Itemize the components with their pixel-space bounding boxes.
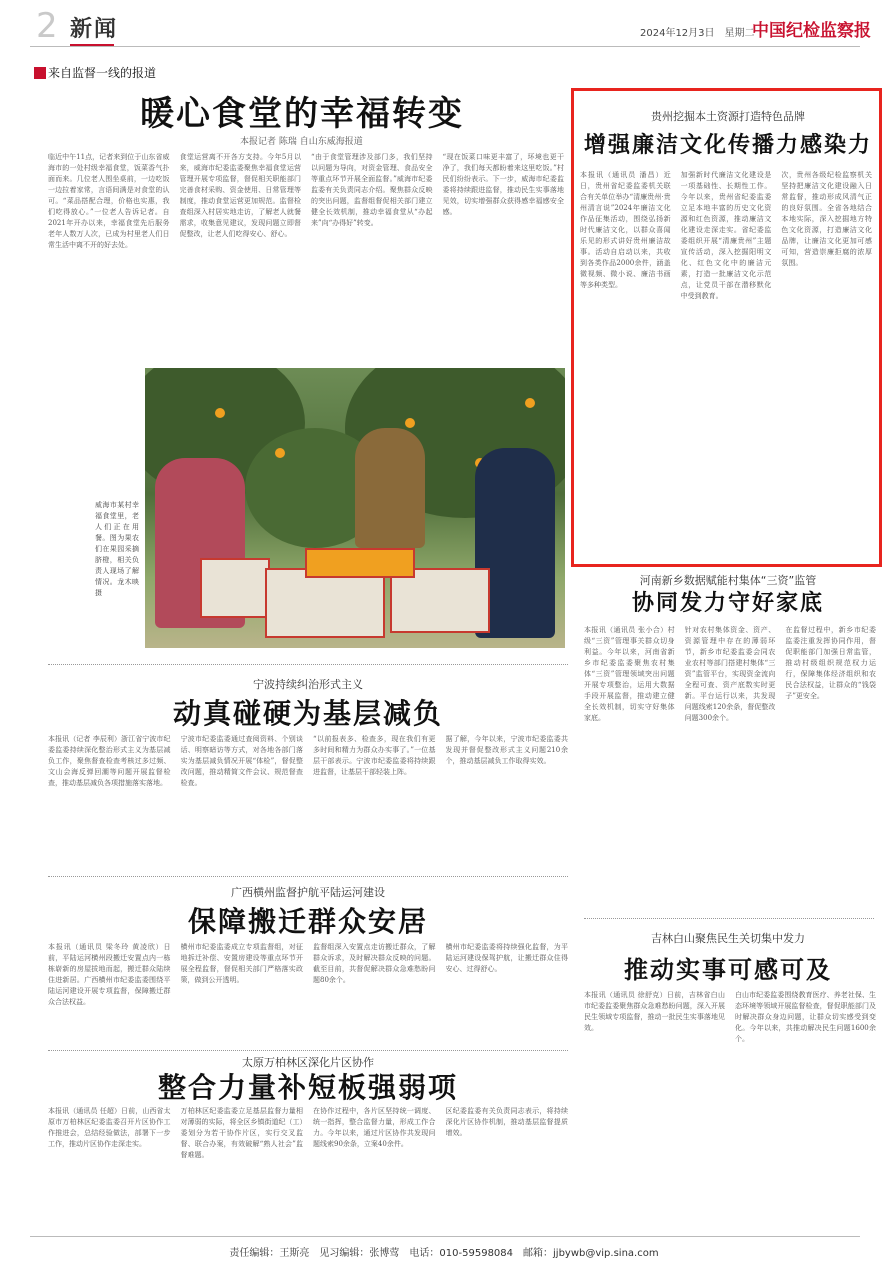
footer-credits: 责任编辑：王斯亮 见习编辑：张博莺 电话：010-59598084 邮箱：jjbywb@vip.sina.com xyxy=(229,1248,659,1259)
story4-col-2: 横州市纪委监委成立专项监督组，对征地拆迁补偿、安置房建设等重点环节开展全程监督，督促相关部门严格落实政策，做到公开透明。 xyxy=(180,943,303,984)
story1-body xyxy=(48,152,564,360)
story1-headline: 暖心食堂的幸福转变 xyxy=(140,94,464,134)
story3-col-4: 据了解，今年以来，宁波市纪委监委共发现并督促整改形式主义问题210余个，推动基层减负工作取得实效。 xyxy=(445,735,568,765)
story3-subtitle: 宁波持续纠治形式主义 xyxy=(253,678,363,691)
story6-col-2: 万柏林区纪委监委立足基层监督力量相对薄弱的实际，将全区乡镇街道纪（工）委划分为若干协作片区，实行交叉监督、联合办案，有效破解“熟人社会”监督难题。 xyxy=(180,1107,303,1159)
boxed-col-1: 本报讯（通讯员 潘昌）近日，贵州省纪委监委机关联合有关单位举办“清廉贵州·贵州清言说”2024年廉洁文化作品征集活动，围绕弘扬新时代廉洁文化，以群众喜闻乐见的形式讲好贵州廉洁故事。活动自启动以来，共收到各类作品2000余件，涵盖微视频、微小说、廉洁书画等多种类型。 xyxy=(580,171,671,289)
story6-col-1: 本报讯（通讯员 任超）日前，山西省太原市万柏林区纪委监委召开片区协作工作推进会，总结经验做法，部署下一步工作，推动片区协作走深走实。 xyxy=(48,1107,171,1148)
story6-body xyxy=(48,1106,568,1226)
story1-col-1: 临近中午11点，记者来到位于山东省威海市的一处村级幸福食堂，饭菜香气扑面而来。几位老人围坐桌前，一边吃饭一边拉着家常，言语间满是对食堂的认可。“菜品搭配合理，价格也实惠，我们吃得放心。”一位老人告诉记者。自2021年开办以来，幸福食堂先后服务老年人数万人次，已成为村里老人们日常生活中离不开的好去处。 xyxy=(48,153,170,249)
story4-col-1: 本报讯（通讯员 梁冬玲 黄凌欣）日前，平陆运河横州段搬迁安置点内一栋栋崭新的房屋拔地而起，搬迁群众陆续住进新居。广西横州市纪委监委围绕平陆运河建设开展专项监督，保障搬迁群众合法权益。 xyxy=(48,943,171,1006)
newspaper-logo: 中国纪检监察报 xyxy=(752,21,871,41)
boxed-col-3: 次，贵州各级纪检监察机关坚持把廉洁文化建设融入日常监督，推动形成风清气正的良好氛围。全省各地结合本地实际，深入挖掘地方特色文化资源，打造廉洁文化品牌，让廉洁文化更加可感可知，营造崇廉拒腐的浓厚氛围。 xyxy=(781,171,873,267)
boxed-headline: 增强廉洁文化传播力感染力 xyxy=(583,132,872,158)
story1-byline: 本报记者 陈瑞 自山东威海报道 xyxy=(240,137,363,147)
story5-col-2: 白山市纪委监委围绕教育医疗、养老社保、生态环境等领域开展监督检查，督促职能部门及时解决群众身边问题，让群众切实感受到变化。今年以来，共推动解决民生问题1600余个。 xyxy=(735,991,876,1043)
story3-body xyxy=(48,734,568,864)
story4-col-4: 横州市纪委监委将持续强化监督，为平陆运河建设保驾护航，让搬迁群众住得安心、过得舒心。 xyxy=(445,943,568,973)
boxed-col-2: 加强新时代廉洁文化建设是一项基础性、长期性工作。今年以来，贵州省纪委监委立足本地丰富的历史文化资源和红色资源，推动廉洁文化建设走深走实。省纪委监委组织开展“清廉贵州”主题宣传活动，深入挖掘阳明文化、红色文化中的廉洁元素，打造一批廉洁文化示范点，让党员干部在潜移默化中受到教育。 xyxy=(680,171,772,300)
story5-body xyxy=(584,990,876,1225)
divider xyxy=(584,918,874,919)
story5-headline: 推动实事可感可及 xyxy=(624,955,832,984)
story5-col-1: 本报讯（通讯员 徐舒克）日前，吉林省白山市纪委监委聚焦群众急难愁盼问题，深入开展民生领域专项监督，推动一批民生实事落地见效。 xyxy=(584,991,725,1032)
story2-subtitle: 河南新乡数据赋能村集体“三资”监管 xyxy=(639,574,817,587)
column-kicker xyxy=(34,64,156,81)
story1-col-3: “由于食堂管理涉及部门多，我们坚持以问题为导向，对资金管理、食品安全等重点环节开展全面监督。”威海市纪委监委有关负责同志介绍。聚焦群众反映的突出问题，监督组督促相关部门建立健全长效机制，推动幸福食堂从“办起来”向“办得好”转变。 xyxy=(311,153,433,227)
boxed-body xyxy=(580,170,872,558)
story6-col-3: 在协作过程中，各片区坚持统一调度、统一指挥，整合监督力量，形成工作合力。今年以来，通过片区协作共发现问题线索90余条，立案40余件。 xyxy=(313,1107,436,1148)
section-title: 新闻 xyxy=(70,17,119,42)
story6-headline: 整合力量补短板强弱项 xyxy=(157,1071,458,1104)
story2-headline: 协同发力守好家底 xyxy=(631,590,824,616)
story2-col-1: 本报讯（通讯员 张小合）村级“三资”管理事关群众切身利益。今年以来，河南省新乡市纪委监委聚焦农村集体“三资”管理领域突出问题开展专项整治，运用大数据手段开展监督，推动建立健全长效机制，切实守好集体家底。 xyxy=(584,626,675,722)
divider xyxy=(48,1050,568,1051)
story3-headline: 动真碰硬为基层减负 xyxy=(172,697,443,730)
story2-body xyxy=(584,625,876,905)
story4-body xyxy=(48,942,568,1042)
kicker-label: 来自监督一线的报道 xyxy=(48,66,157,80)
story6-col-4: 区纪委监委有关负责同志表示，将持续深化片区协作机制，推动基层监督提质增效。 xyxy=(445,1107,568,1137)
story2-col-2: 针对农村集体资金、资产、资源管理中存在的薄弱环节，新乡市纪委监委会同农业农村等部门搭建村集体“三资”监管平台，实现资金流向全程可查、资产底数实时更新。平台运行以来，共发现问题线索120余条，督促整改问题300余个。 xyxy=(684,626,776,722)
orchard-photo xyxy=(145,368,565,648)
story1-col-2: 食堂运营离不开各方支持。今年5月以来，威海市纪委监委聚焦幸福食堂运营管理开展专项监督，督促相关职能部门完善食材采购、资金使用、日常管理等制度，推动食堂运营更加规范。监督检查组深入村居实地走访，了解老人就餐需求，收集意见建议，发现问题立即督促整改，让老人们吃得安心、舒心。 xyxy=(179,153,301,238)
story4-col-3: 监督组深入安置点走访搬迁群众，了解群众诉求，及时解决群众反映的问题。截至目前，共督促解决群众急难愁盼问题80余个。 xyxy=(313,943,436,984)
photo-caption: 威海市某村幸福食堂里，老人们正在用餐。图为果农们在果园采摘脐橙，相关负责人现场了解情况。龙木映 摄 xyxy=(95,501,139,597)
story6-subtitle: 太原万柏林区深化片区协作 xyxy=(242,1056,374,1069)
footer-rule xyxy=(30,1236,860,1237)
flag-icon xyxy=(34,67,46,79)
story3-col-2: 宁波市纪委监委通过查阅资料、个别谈话、明察暗访等方式，对各地各部门落实为基层减负情况开展“体检”，督促整改问题，推动精简文件会议、规范督查检查。 xyxy=(180,735,303,787)
story1-col-4: “现在饭菜口味更丰富了，环境也更干净了，我们每天都盼着来这里吃饭。”村民们纷纷表示。下一步，威海市纪委监委将持续跟进监督，推动民生实事落地见效，切实增强群众获得感幸福感安全感。 xyxy=(442,153,564,216)
page-number: 2 xyxy=(36,6,58,46)
divider xyxy=(48,664,568,665)
story3-col-1: 本报讯（记者 李辰利）浙江省宁波市纪委监委持续深化整治形式主义为基层减负工作，聚焦督查检查考核过多过频、文山会海反弹回潮等问题开展监督检查，推动基层减负各项措施落实落地。 xyxy=(48,735,171,787)
divider xyxy=(48,876,568,877)
story4-headline: 保障搬迁群众安居 xyxy=(187,905,428,938)
story3-col-3: “以前报表多、检查多，现在我们有更多时间和精力为群众办实事了。”一位基层干部表示。宁波市纪委监委将持续跟进监督，让基层干部轻装上阵。 xyxy=(313,735,436,776)
masthead-rule xyxy=(30,46,860,47)
issue-date: 2024年12月3日 星期二 xyxy=(640,28,755,39)
story2-col-3: 在监督过程中，新乡市纪委监委注重发挥协同作用，督促职能部门加强日常监管，推动村级组织规范权力运行，保障集体经济组织和农民合法权益，让群众的“钱袋子”更安全。 xyxy=(785,626,877,700)
boxed-subtitle: 贵州挖掘本土资源打造特色品牌 xyxy=(651,110,805,123)
story5-subtitle: 吉林白山聚焦民生关切集中发力 xyxy=(651,932,805,945)
story4-subtitle: 广西横州监督护航平陆运河建设 xyxy=(231,886,385,899)
